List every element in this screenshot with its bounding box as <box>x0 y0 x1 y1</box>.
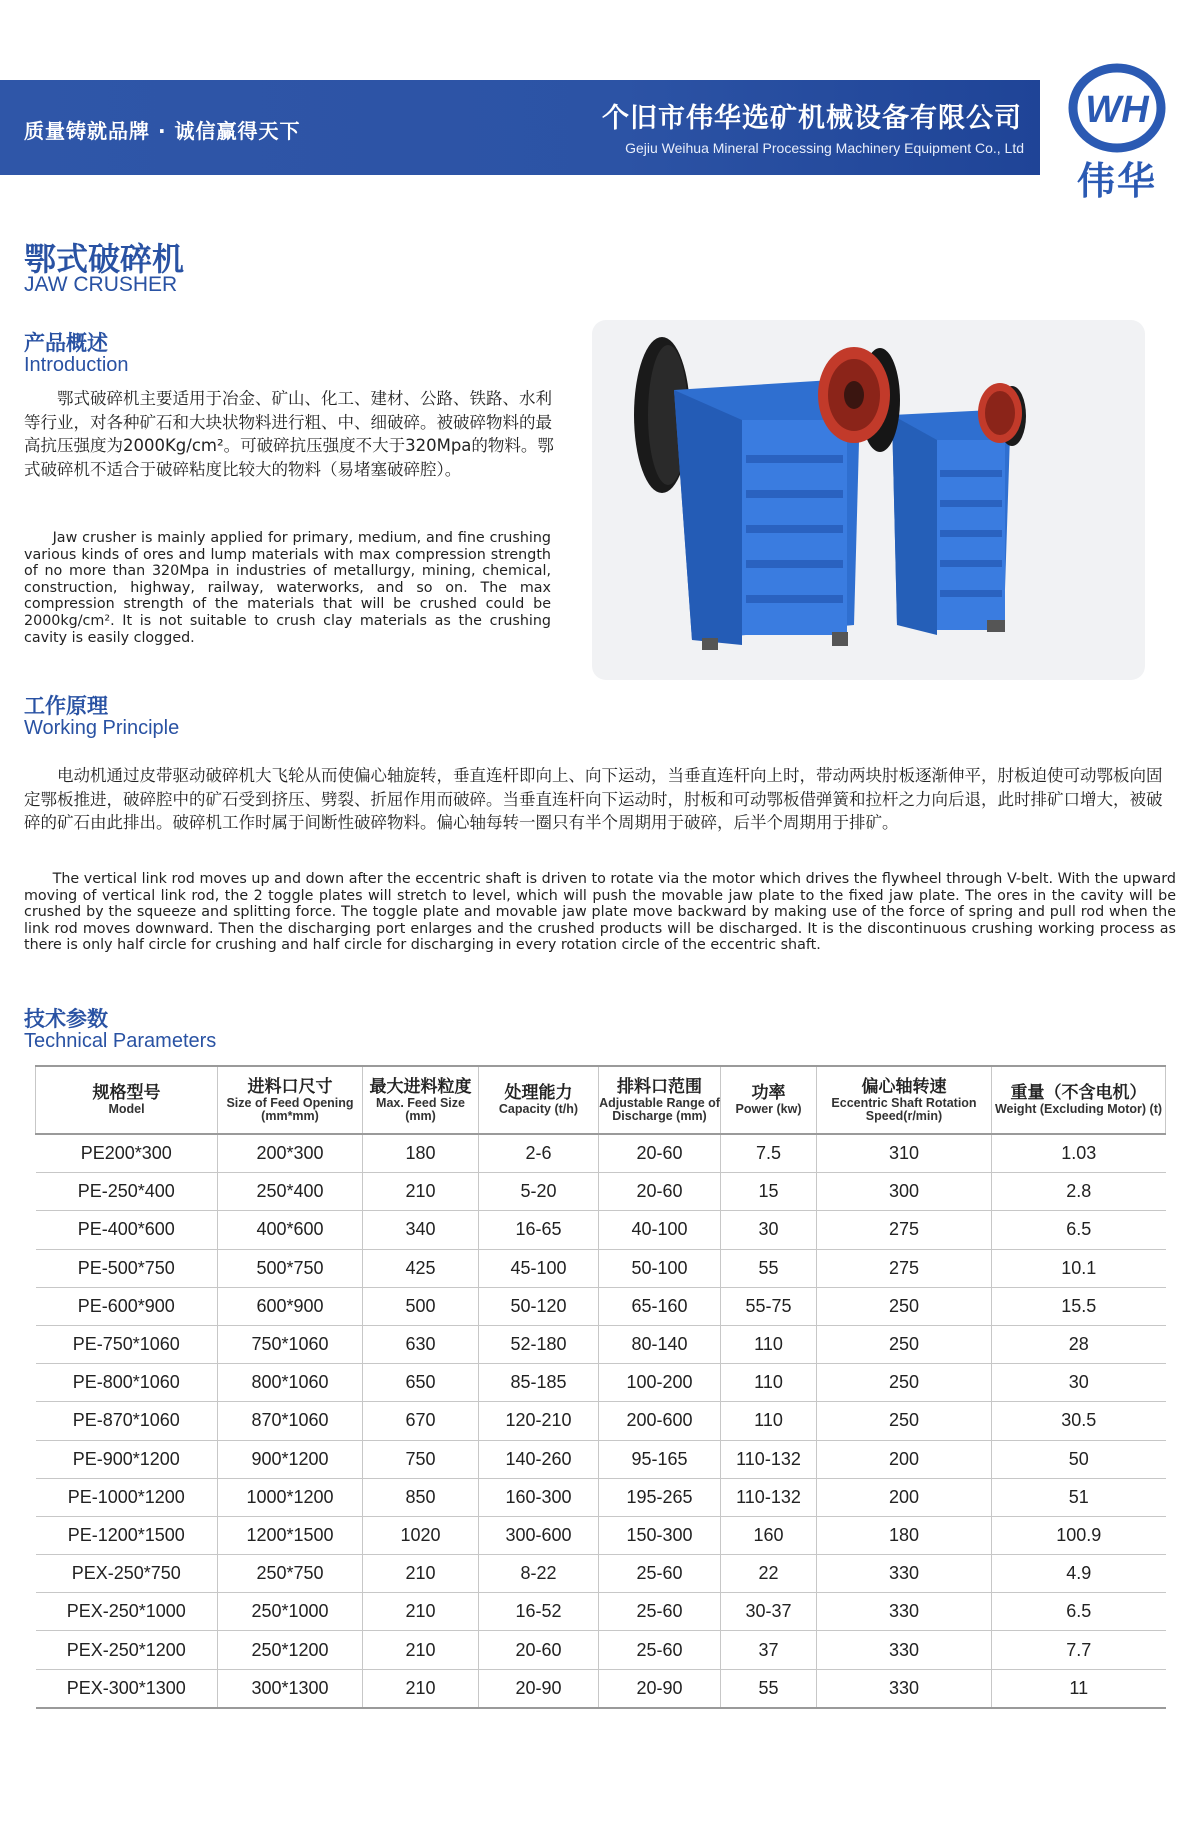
column-header-en: Weight (Excluding Motor) (t) <box>994 1102 1163 1116</box>
table-cell: 250 <box>817 1287 992 1325</box>
table-row <box>36 1134 1166 1173</box>
table-cell: 150-300 <box>599 1516 721 1554</box>
column-header <box>36 1066 218 1134</box>
table-cell: 20-60 <box>599 1173 721 1211</box>
table-cell: 1000*1200 <box>218 1478 363 1516</box>
table-cell: 250*750 <box>218 1555 363 1593</box>
table-cell: PE-600*900 <box>36 1287 218 1325</box>
table-row <box>36 1364 1166 1402</box>
table-cell: 30 <box>721 1211 817 1249</box>
table-cell: 50 <box>992 1440 1166 1478</box>
logo-mark: WH <box>1085 89 1149 131</box>
table-cell: PEX-250*750 <box>36 1555 218 1593</box>
table-row <box>36 1440 1166 1478</box>
principle-text-en: The vertical link rod moves up and down after the eccentric shaft is driven to rotate via the motor which drives the flywheel through V-belt. With the upward moving of vertical link rod, the 2 toggle plates will stretch to level, which will push the movable jaw plate to the fixed jaw plate. The ores in the cavity will be crushed by the squeeze and splitting force. The toggle plate and movable jaw plate move backward by making use of the force of spring and pull rod when the link rod moves downward. Then the discharging port enlarges and the crushed products will be discharged. It is the discontinuous crushing working process as there is only half circle for crushing and half circle for discharging in every rotation circle of the eccentric shaft. <box>24 871 1176 954</box>
table-cell: 50-120 <box>479 1287 599 1325</box>
table-cell: 500*750 <box>218 1249 363 1287</box>
table-row <box>36 1249 1166 1287</box>
table-cell: PEX-250*1000 <box>36 1593 218 1631</box>
table-cell: 900*1200 <box>218 1440 363 1478</box>
table-cell: 2-6 <box>479 1134 599 1173</box>
table-cell: 160-300 <box>479 1478 599 1516</box>
technical-parameters-table <box>35 1065 1166 1709</box>
table-cell: 160 <box>721 1516 817 1554</box>
intro-heading-en: Introduction <box>24 354 129 376</box>
table-cell: 16-65 <box>479 1211 599 1249</box>
table-cell: 28 <box>992 1325 1166 1363</box>
intro-text-cn: 鄂式破碎机主要适用于冶金、矿山、化工、建材、公路、铁路、水利等行业，对各种矿石和大块状物料进行粗、中、细破碎。被破碎物料的最高抗压强度为2000Kg/cm²。可破碎抗压强度不大于320Mpa的物料。鄂式破碎机不适合于破碎粘度比较大的物料（易堵塞破碎腔）。 <box>24 389 554 479</box>
table-cell: 210 <box>363 1631 479 1669</box>
table-row <box>36 1478 1166 1516</box>
table-cell: 7.7 <box>992 1631 1166 1669</box>
table-cell: PE-900*1200 <box>36 1440 218 1478</box>
table-cell: 180 <box>363 1134 479 1173</box>
table-cell: 10.1 <box>992 1249 1166 1287</box>
column-header-cn: 偏心轴转速 <box>861 1076 947 1097</box>
table-row <box>36 1516 1166 1554</box>
table-cell: 51 <box>992 1478 1166 1516</box>
table-cell: 20-60 <box>599 1134 721 1173</box>
table-cell: 600*900 <box>218 1287 363 1325</box>
principle-heading-cn: 工作原理 <box>24 694 108 718</box>
table-cell: 20-60 <box>479 1631 599 1669</box>
table-row <box>36 1669 1166 1708</box>
table-cell: PE200*300 <box>36 1134 218 1173</box>
column-header <box>721 1066 817 1134</box>
table-cell: 250 <box>817 1325 992 1363</box>
table-cell: 25-60 <box>599 1631 721 1669</box>
column-header-cn: 进料口尺寸 <box>247 1076 333 1097</box>
table-cell: 310 <box>817 1134 992 1173</box>
table-cell: 200 <box>817 1478 992 1516</box>
table-cell: 15.5 <box>992 1287 1166 1325</box>
table-cell: 250*400 <box>218 1173 363 1211</box>
table-cell: 210 <box>363 1555 479 1593</box>
table-cell: 250 <box>817 1402 992 1440</box>
table-cell: 20-90 <box>599 1669 721 1708</box>
table-cell: 340 <box>363 1211 479 1249</box>
logo-text: 伟华 <box>1076 159 1157 203</box>
table-cell: 800*1060 <box>218 1364 363 1402</box>
table-row <box>36 1402 1166 1440</box>
table-cell: 850 <box>363 1478 479 1516</box>
table-cell: PE-800*1060 <box>36 1364 218 1402</box>
table-cell: 330 <box>817 1555 992 1593</box>
company-name-en: Gejiu Weihua Mineral Processing Machinery Equipment Co., Ltd <box>625 140 1024 156</box>
table-cell: 45-100 <box>479 1249 599 1287</box>
column-header-cn: 规格型号 <box>92 1083 161 1103</box>
table-cell: 37 <box>721 1631 817 1669</box>
intro-text-en: Jaw crusher is mainly applied for primary, medium, and fine crushing various kinds of ores and lump materials with max compression strength of no more than 320Mpa in industries of metallurgy, mining, chemical, construction, highway, railway, waterworks, and so on. The max compression strength of the materials that will be crushed could be 2000kg/cm². It is not suitable to crush clay materials as the crushing cavity is easily clogged. <box>24 530 551 646</box>
table-cell: 330 <box>817 1631 992 1669</box>
table-cell: 210 <box>363 1669 479 1708</box>
table-cell: 55 <box>721 1249 817 1287</box>
table-cell: 25-60 <box>599 1555 721 1593</box>
table-cell: 300*1300 <box>218 1669 363 1708</box>
table-cell: 110 <box>721 1402 817 1440</box>
table-cell: 55-75 <box>721 1287 817 1325</box>
table-cell: 95-165 <box>599 1440 721 1478</box>
table-cell: 120-210 <box>479 1402 599 1440</box>
column-header <box>479 1066 599 1134</box>
table-cell: 750*1060 <box>218 1325 363 1363</box>
table-cell: 870*1060 <box>218 1402 363 1440</box>
table-cell: 330 <box>817 1593 992 1631</box>
column-header-cn: 处理能力 <box>504 1083 573 1103</box>
table-cell: 85-185 <box>479 1364 599 1402</box>
table-cell: 210 <box>363 1593 479 1631</box>
table-cell: 20-90 <box>479 1669 599 1708</box>
product-title-cn: 鄂式破碎机 <box>24 240 185 278</box>
table-cell: 425 <box>363 1249 479 1287</box>
principle-text-cn: 电动机通过皮带驱动破碎机大飞轮从而使偏心轴旋转，垂直连杆即向上、向下运动，当垂直连杆向上时，带动两块肘板逐渐伸平，肘板迫使可动鄂板向固定鄂板推进，破碎腔中的矿石受到挤压、劈裂、折屈作用而破碎。当垂直连杆向下运动时，肘板和可动鄂板借弹簧和拉杆之力向后退，此时排矿口增大，被破碎的矿石由此排出。破碎机工作时属于间断性破碎物料。偏心轴每转一圈只有半个周期用于破碎，后半个周期用于排矿。 <box>24 766 1163 832</box>
table-cell: 40-100 <box>599 1211 721 1249</box>
table-cell: 80-140 <box>599 1325 721 1363</box>
product-title-en: JAW CRUSHER <box>24 273 178 296</box>
table-cell: 650 <box>363 1364 479 1402</box>
table-cell: 8-22 <box>479 1555 599 1593</box>
table-cell: 275 <box>817 1211 992 1249</box>
column-header <box>363 1066 479 1134</box>
table-cell: PE-870*1060 <box>36 1402 218 1440</box>
table-cell: PE-1000*1200 <box>36 1478 218 1516</box>
table-row <box>36 1325 1166 1363</box>
table-row <box>36 1173 1166 1211</box>
table-cell: 15 <box>721 1173 817 1211</box>
table-cell: 30 <box>992 1364 1166 1402</box>
table-cell: 200 <box>817 1440 992 1478</box>
table-cell: 300 <box>817 1173 992 1211</box>
column-header-cn: 排料口范围 <box>617 1076 702 1097</box>
table-row <box>36 1593 1166 1631</box>
table-cell: 30.5 <box>992 1402 1166 1440</box>
table-cell: 140-260 <box>479 1440 599 1478</box>
column-header <box>992 1066 1166 1134</box>
column-header-en: Adjustable Range of Discharge (mm) <box>599 1095 720 1123</box>
table-row <box>36 1211 1166 1249</box>
table-cell: PE-400*600 <box>36 1211 218 1249</box>
table-cell: PE-500*750 <box>36 1249 218 1287</box>
table-row <box>36 1555 1166 1593</box>
table-row <box>36 1631 1166 1669</box>
table-cell: 5-20 <box>479 1173 599 1211</box>
column-header-en: Max. Feed Size (mm) <box>376 1095 465 1123</box>
table-row <box>36 1287 1166 1325</box>
product-photo <box>592 320 1145 680</box>
slogan: 质量铸就品牌 · 诚信赢得天下 <box>24 119 301 143</box>
jaw-crusher-illustration <box>592 320 1145 680</box>
table-cell: 200*300 <box>218 1134 363 1173</box>
company-name-cn: 个旧市伟华选矿机械设备有限公司 <box>602 103 1022 134</box>
table-cell: PE-750*1060 <box>36 1325 218 1363</box>
table-cell: 2.8 <box>992 1173 1166 1211</box>
column-header <box>599 1066 721 1134</box>
column-header-en: Power (kw) <box>735 1102 802 1116</box>
table-cell: 1200*1500 <box>218 1516 363 1554</box>
table-cell: 670 <box>363 1402 479 1440</box>
table-cell: 210 <box>363 1173 479 1211</box>
table-cell: 110 <box>721 1325 817 1363</box>
table-cell: 250*1200 <box>218 1631 363 1669</box>
table-cell: 7.5 <box>721 1134 817 1173</box>
table-cell: 110-132 <box>721 1478 817 1516</box>
table-cell: 250 <box>817 1364 992 1402</box>
table-cell: 500 <box>363 1287 479 1325</box>
intro-heading-cn: 产品概述 <box>24 331 108 355</box>
table-cell: 25-60 <box>599 1593 721 1631</box>
table-cell: PEX-250*1200 <box>36 1631 218 1669</box>
table-cell: 250*1000 <box>218 1593 363 1631</box>
table-cell: 50-100 <box>599 1249 721 1287</box>
table-cell: 750 <box>363 1440 479 1478</box>
column-header-cn: 重量（不含电机） <box>1010 1083 1147 1103</box>
table-cell: 100-200 <box>599 1364 721 1402</box>
table-cell: 275 <box>817 1249 992 1287</box>
table-cell: 52-180 <box>479 1325 599 1363</box>
table-cell: 180 <box>817 1516 992 1554</box>
column-header <box>817 1066 992 1134</box>
table-cell: 1020 <box>363 1516 479 1554</box>
column-header-cn: 功率 <box>751 1083 786 1103</box>
table-cell: 16-52 <box>479 1593 599 1631</box>
table-cell: 4.9 <box>992 1555 1166 1593</box>
table-cell: 300-600 <box>479 1516 599 1554</box>
table-cell: 330 <box>817 1669 992 1708</box>
table-cell: 400*600 <box>218 1211 363 1249</box>
column-header-en: Model <box>108 1102 145 1116</box>
table-cell: 110-132 <box>721 1440 817 1478</box>
params-heading-en: Technical Parameters <box>24 1030 217 1052</box>
table-cell: 200-600 <box>599 1402 721 1440</box>
column-header-en: Size of Feed Opening (mm*mm) <box>226 1095 354 1123</box>
table-cell: PEX-300*1300 <box>36 1669 218 1708</box>
table-cell: 65-160 <box>599 1287 721 1325</box>
column-header-cn: 最大进料粒度 <box>369 1076 472 1097</box>
principle-heading-en: Working Principle <box>24 717 180 739</box>
table-cell: 30-37 <box>721 1593 817 1631</box>
table-cell: 55 <box>721 1669 817 1708</box>
table-cell: PE-1200*1500 <box>36 1516 218 1554</box>
table-cell: 630 <box>363 1325 479 1363</box>
column-header <box>218 1066 363 1134</box>
table-cell: 6.5 <box>992 1593 1166 1631</box>
column-header-en: Capacity (t/h) <box>498 1102 579 1116</box>
table-cell: 6.5 <box>992 1211 1166 1249</box>
table-cell: 110 <box>721 1364 817 1402</box>
params-heading-cn: 技术参数 <box>24 1007 108 1031</box>
table-cell: 195-265 <box>599 1478 721 1516</box>
table-cell: 11 <box>992 1669 1166 1708</box>
table-cell: 1.03 <box>992 1134 1166 1173</box>
table-cell: 100.9 <box>992 1516 1166 1554</box>
table-cell: 22 <box>721 1555 817 1593</box>
column-header-en: Eccentric Shaft Rotation Speed(r/min) <box>831 1095 977 1123</box>
table-cell: PE-250*400 <box>36 1173 218 1211</box>
